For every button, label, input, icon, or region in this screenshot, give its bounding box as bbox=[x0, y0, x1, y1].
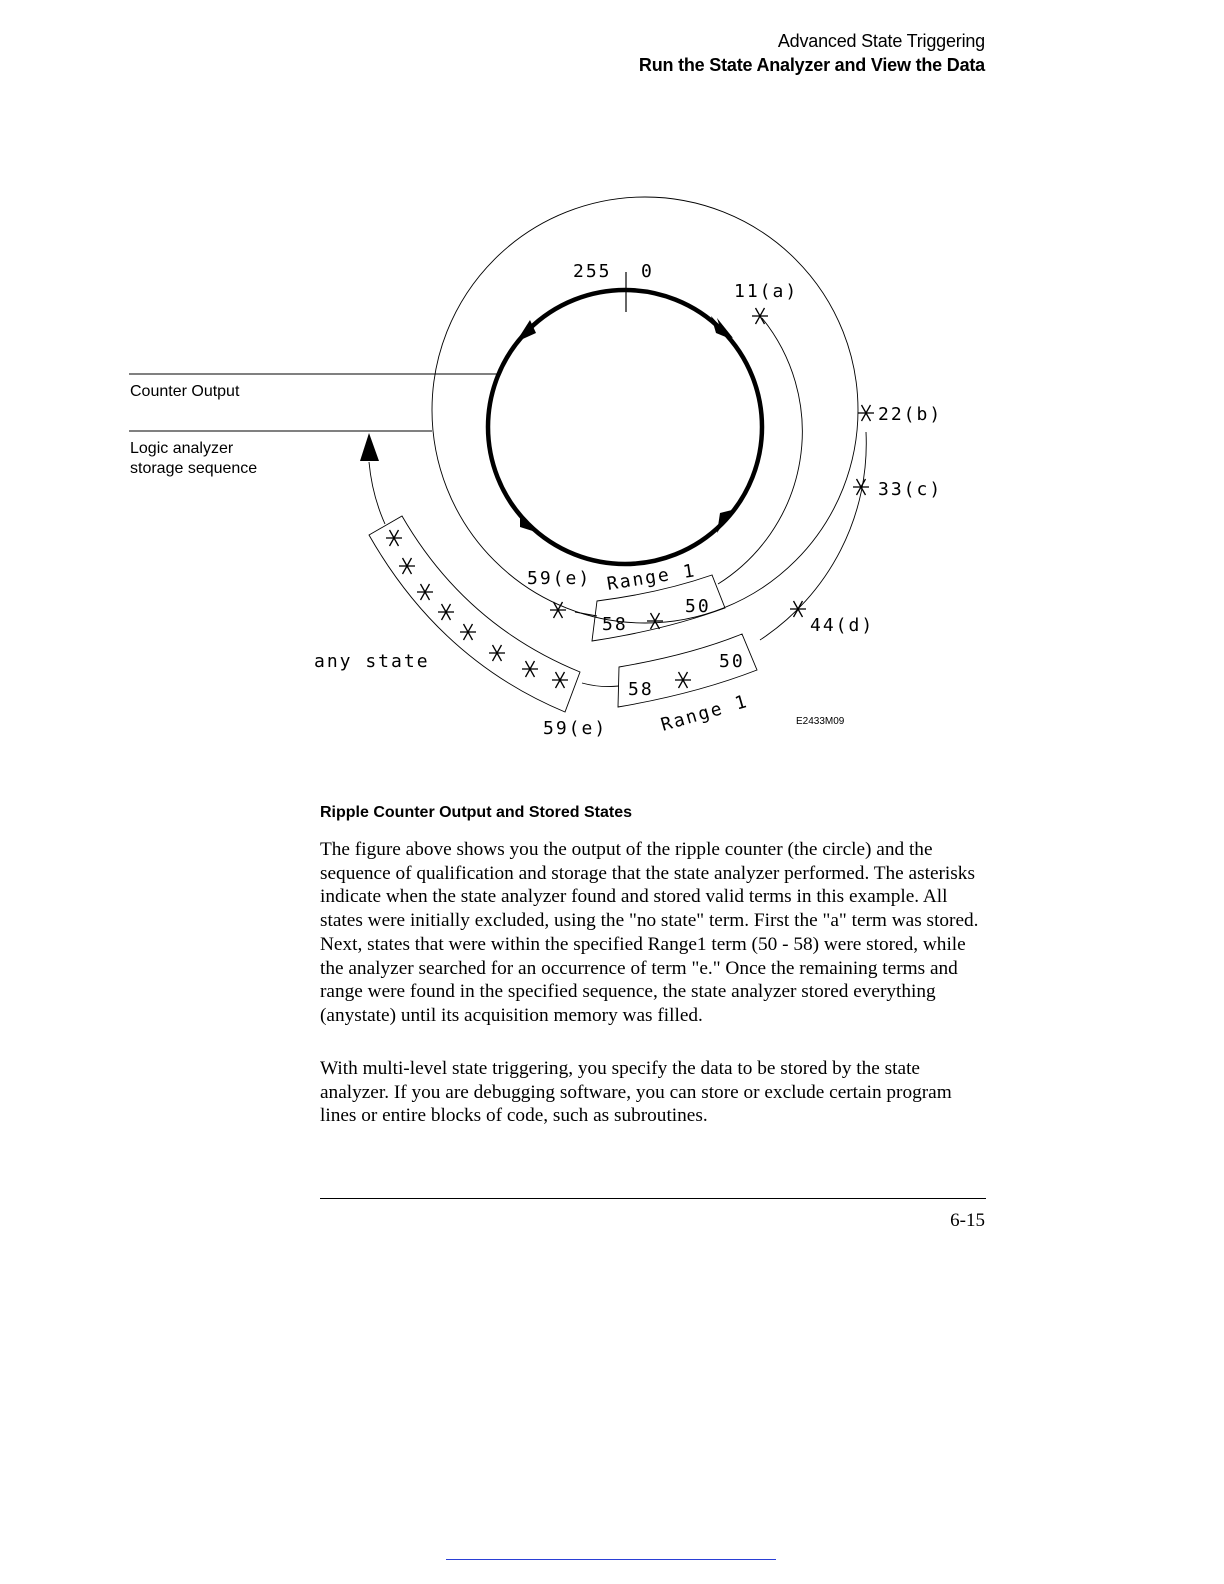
outer-range-label: Range 1 bbox=[658, 690, 751, 736]
inner-range-label: Range 1 bbox=[605, 560, 698, 595]
any-state-box bbox=[369, 516, 580, 712]
counter-value-0: 0 bbox=[641, 261, 654, 282]
term-d-label: 44(d) bbox=[810, 615, 875, 636]
asterisk-icon bbox=[489, 645, 505, 661]
term-e-inner-label: 59(e) bbox=[527, 568, 592, 589]
asterisk-icon bbox=[386, 530, 402, 546]
storage-sequence-arc bbox=[369, 462, 385, 524]
body-paragraph: With multi-level state triggering, you specify the data to be stored by the state analyzer. If you are debugging software, you can store or exclude certain program lines or entire blocks of code, such as subroutines. bbox=[320, 1058, 952, 1127]
asterisk-icon bbox=[522, 661, 538, 677]
asterisk-icon bbox=[460, 624, 476, 640]
ripple-counter-diagram bbox=[0, 0, 1224, 780]
storage-sequence-label-line2: storage sequence bbox=[130, 460, 258, 477]
header-subsection-title: Run the State Analyzer and View the Data bbox=[638, 55, 985, 75]
outer-range-low: 50 bbox=[719, 651, 745, 672]
asterisk-icon bbox=[552, 672, 568, 688]
footer-link-underline[interactable] bbox=[446, 1559, 776, 1560]
asterisk-icon bbox=[647, 613, 663, 629]
arrowhead-icon bbox=[360, 433, 379, 461]
term-b-label: 22(b) bbox=[878, 404, 943, 425]
asterisk-icon bbox=[438, 604, 454, 620]
page-number: 6-15 bbox=[950, 1210, 985, 1231]
footer-rule bbox=[320, 1198, 986, 1199]
inner-range-low: 50 bbox=[685, 596, 711, 617]
asterisk-icon bbox=[675, 672, 691, 688]
term-c-label: 33(c) bbox=[878, 479, 943, 500]
outer-range-high: 58 bbox=[628, 679, 654, 700]
counter-value-255: 255 bbox=[573, 261, 612, 282]
asterisk-icon bbox=[752, 308, 768, 324]
asterisk-icon bbox=[858, 405, 874, 421]
any-state-label: any state bbox=[314, 651, 430, 672]
storage-sequence-label-line1: Logic analyzer bbox=[130, 440, 234, 457]
counter-output-label: Counter Output bbox=[130, 383, 240, 400]
body-paragraph: The figure above shows you the output of the ripple counter (the circle) and the sequence of qualification and storage that the state analyzer performed. The asterisks indicate when the state analyzer found and stored valid terms in this example. All states were initially excluded, using the "no state" term. First the "a" term was stored. Next, states that were within the specified Range1 term (50 - 58) were stored, while the analyzer searched for an occurrence of term "e." Once the remaining terms and range were found in the specified sequence, the state analyzer stored everything (anystate) until its acquisition memory was filled. bbox=[320, 839, 979, 1026]
figure-id: E2433M09 bbox=[796, 716, 845, 727]
outer-sequence-arc bbox=[760, 432, 866, 640]
inner-connector bbox=[575, 612, 597, 616]
outer-circle-gap bbox=[452, 505, 562, 610]
asterisk-icon bbox=[399, 558, 415, 574]
outer-connector bbox=[582, 683, 619, 687]
term-e-outer-label: 59(e) bbox=[543, 718, 608, 739]
inner-range-high: 58 bbox=[602, 614, 628, 635]
figure-caption: Ripple Counter Output and Stored States bbox=[320, 804, 633, 821]
term-a-label: 11(a) bbox=[734, 281, 799, 302]
header-section-title: Advanced State Triggering bbox=[777, 31, 985, 51]
asterisk-icon bbox=[417, 584, 433, 600]
